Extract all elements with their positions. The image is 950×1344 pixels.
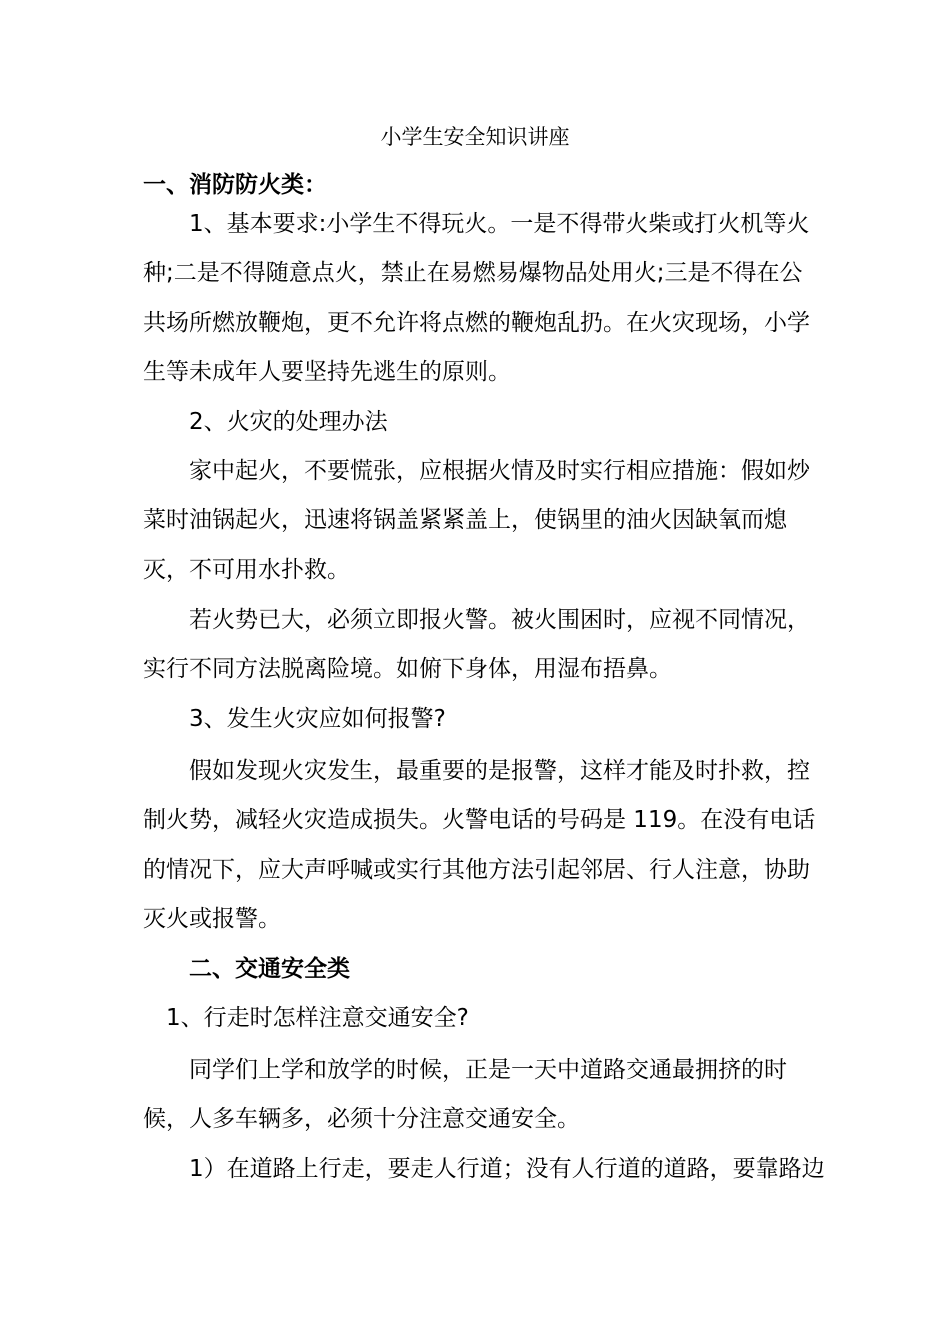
section-heading-traffic: 二、交通安全类 [189, 956, 350, 982]
document-title: 小学生安全知识讲座 [380, 125, 570, 149]
paragraph-report-fire: 假如发现火灾发生，最重要的是报警，这样才能及时扑救，控制火势，减轻火灾造成损失。火警电话的号码是 119。在没有电话的情况下，应大声呼喊或实行其他方法引起邻居、行人注意，协助灭火或报警。 [143, 758, 816, 933]
section-heading-fire: 一、消防防火类： [143, 172, 327, 198]
paragraph-walk-sidewalk: 1）在道路上行走，要走人行道；没有人行道的道路，要靠路边 [189, 1156, 825, 1182]
paragraph-report-fire-heading: 3、发生火灾应如何报警? [189, 706, 446, 732]
paragraph-walking-heading: 1、行走时怎样注意交通安全? [166, 1005, 469, 1031]
paragraph-basic-requirements: 1、基本要求:小学生不得玩火。一是不得带火柴或打火机等火种;二是不得随意点火，禁止在易燃易爆物品处用火;三是不得在公共场所燃放鞭炮，更不允许将点燃的鞭炮乱扔。在火灾现场，小学生等未成年人要坚持先逃生的原则。 [143, 211, 810, 386]
paragraph-fire-handling-heading: 2、火灾的处理办法 [189, 409, 388, 435]
paragraph-school-commute: 同学们上学和放学的时候，正是一天中道路交通最拥挤的时候，人多车辆多，必须十分注意交通安全。 [143, 1057, 787, 1133]
paragraph-fire-large: 若火势已大，必须立即报火警。被火围困时，应视不同情况，实行不同方法脱离险境。如俯下身体，用湿布捂鼻。 [143, 607, 810, 683]
paragraph-home-fire: 家中起火，不要慌张，应根据火情及时实行相应措施：假如炒菜时油锅起火，迅速将锅盖紧紧盖上，使锅里的油火因缺氧而熄灭，不可用水扑救。 [143, 458, 810, 583]
